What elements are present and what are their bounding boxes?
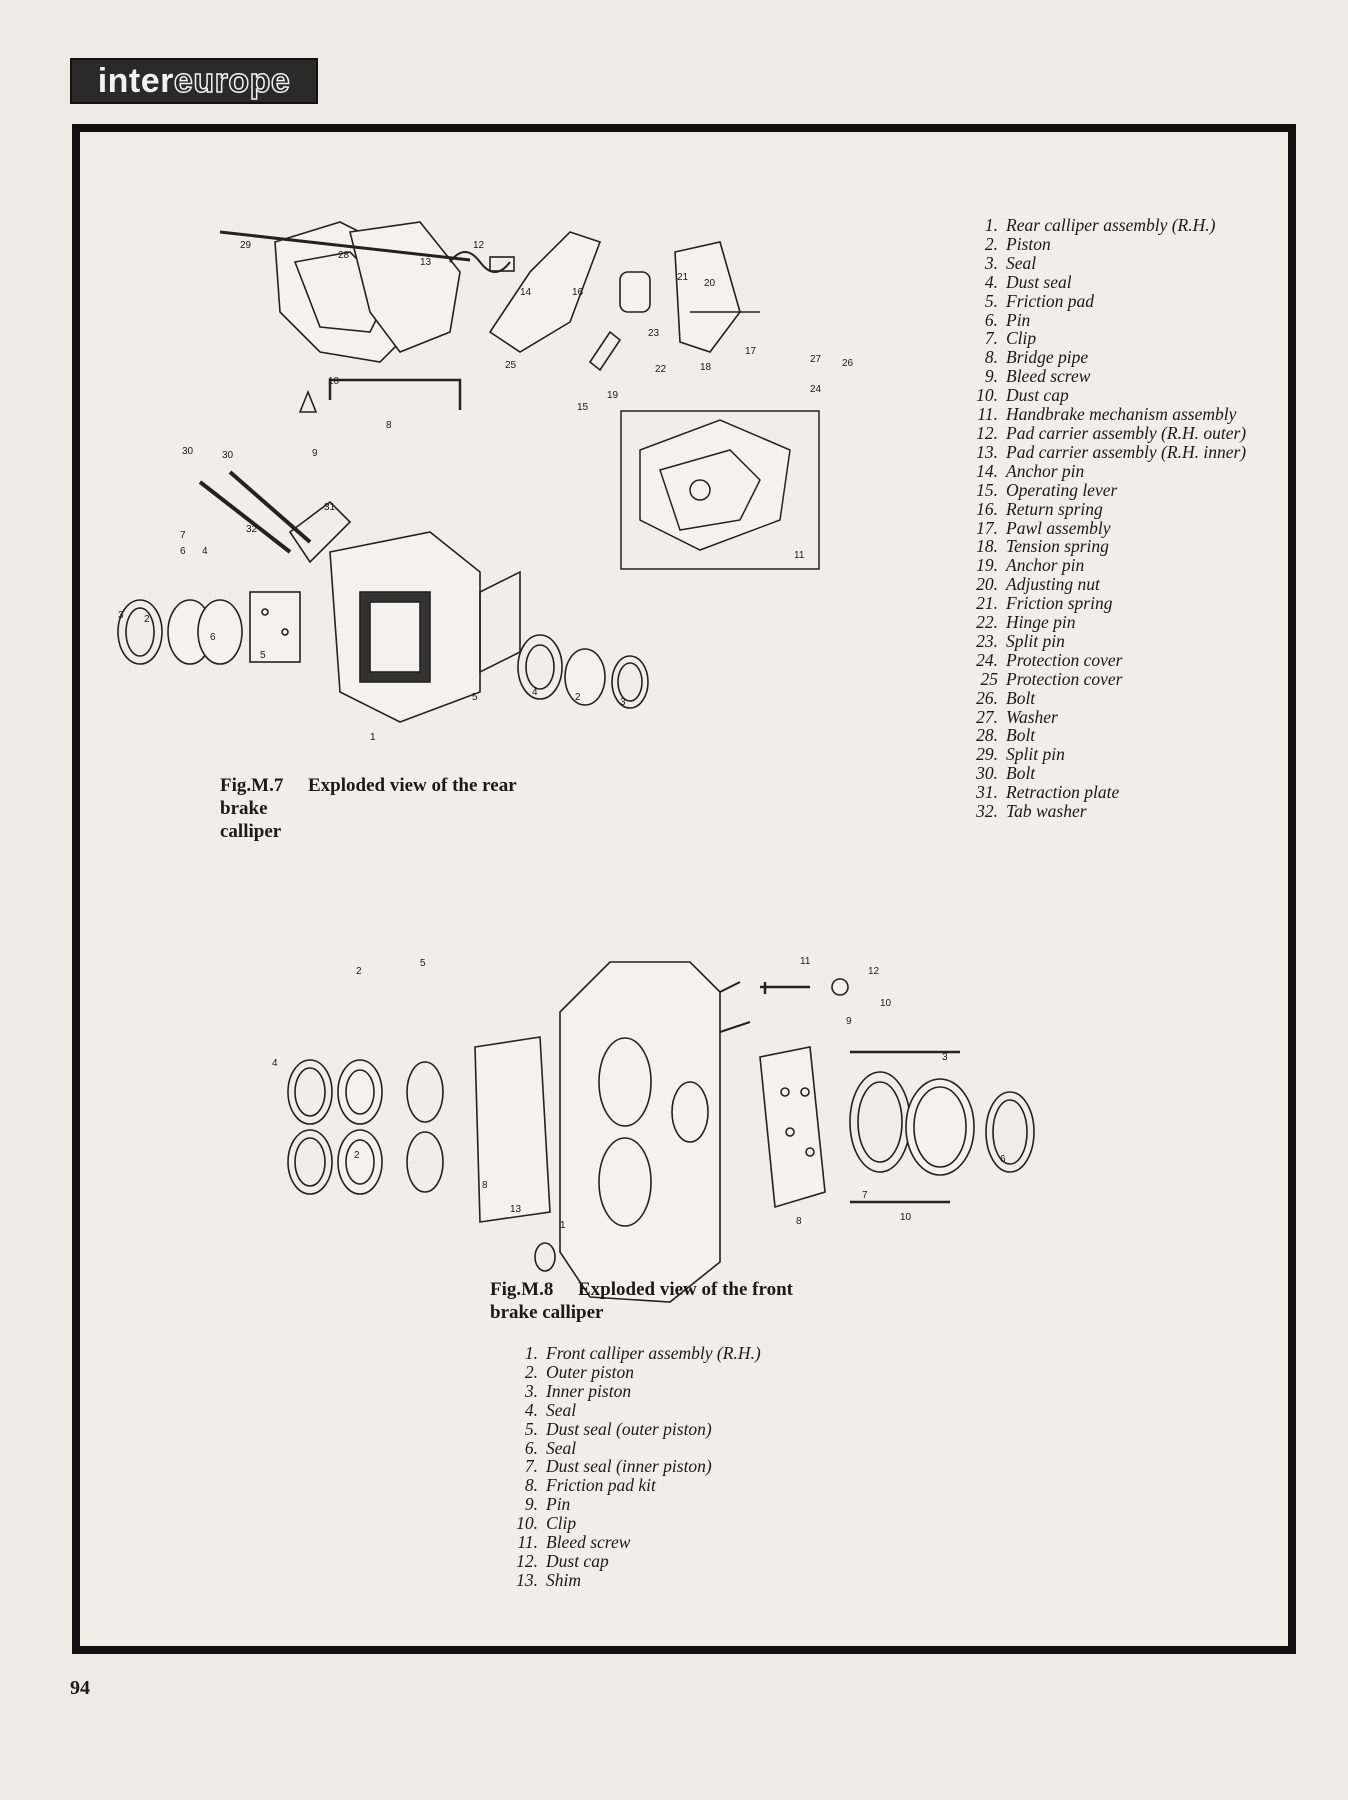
legend-item: 8. Bridge pipe — [984, 347, 1089, 368]
front-friction-pad-left — [475, 1037, 550, 1222]
legend-item: 7. Dust seal (inner piston) — [524, 1456, 712, 1477]
fig-m7-number: Fig.M.7 — [220, 775, 284, 796]
rear-callout: 5 — [260, 650, 266, 661]
front-callout: 7 — [862, 1190, 868, 1201]
front-callout: 10 — [900, 1212, 912, 1223]
rear-callout: 26 — [842, 358, 854, 369]
legend-item: 24. Protection cover — [976, 649, 1123, 670]
rear-callout: 17 — [745, 346, 757, 357]
legend-item: 19. Anchor pin — [976, 555, 1085, 576]
rear-callout: 29 — [240, 240, 252, 251]
front-dust-seal-bottom — [407, 1132, 443, 1192]
rear-protection-cover — [675, 242, 740, 352]
fig-m7-title-line2: calliper — [220, 821, 282, 842]
front-callout: 13 — [510, 1204, 522, 1215]
rear-callout: 19 — [607, 390, 619, 401]
legend-item: 5. Dust seal (outer piston) — [524, 1418, 712, 1439]
rear-callout: 24 — [810, 384, 822, 395]
rear-callout: 5 — [472, 692, 478, 703]
rear-callout: 16 — [572, 287, 584, 298]
front-callout: 4 — [272, 1058, 278, 1069]
front-dust-seal-top — [407, 1062, 443, 1122]
rear-callout: 30 — [182, 446, 194, 457]
front-calliper-drawing — [250, 952, 1150, 1392]
legend-item: 29. Split pin — [976, 744, 1065, 765]
rear-callout: 7 — [180, 530, 186, 541]
rear-callout: 4 — [202, 546, 208, 557]
legend-item: 15. Operating lever — [976, 479, 1118, 500]
rear-callout: 10 — [328, 376, 340, 387]
front-callout: 2 — [356, 966, 362, 977]
legend-item: 31. Retraction plate — [976, 782, 1120, 803]
rear-callout: 25 — [505, 360, 517, 371]
front-callout: 8 — [482, 1180, 488, 1191]
rear-callout: 32 — [246, 524, 258, 535]
rear-callout: 3 — [620, 697, 626, 708]
legend-item: 23. Split pin — [976, 630, 1065, 651]
legend-item: 10. Clip — [516, 1513, 577, 1534]
brand-part-inter: inter — [97, 61, 174, 100]
rear-callout: 3 — [118, 610, 124, 621]
rear-callout: 21 — [677, 272, 689, 283]
rear-callout: 30 — [222, 450, 234, 461]
legend-item: 6. Seal — [524, 1437, 577, 1458]
front-callout: 12 — [868, 966, 880, 977]
legend-item: 4. Dust seal — [984, 271, 1072, 292]
rear-callout: 14 — [520, 287, 532, 298]
fig-m8-title-line2: brake calliper — [490, 1302, 604, 1323]
legend-item: 4. Seal — [524, 1399, 577, 1420]
rear-callout: 23 — [648, 328, 660, 339]
legend-item: 9. Pin — [524, 1494, 571, 1515]
legend-item: 8. Friction pad kit — [524, 1475, 656, 1496]
front-callout: 11 — [800, 956, 811, 967]
legend-item: 26. Bolt — [976, 687, 1036, 708]
front-callout: 6 — [1000, 1154, 1006, 1165]
legend-item: 21. Friction spring — [976, 593, 1113, 614]
rear-callout: 6 — [180, 546, 186, 557]
front-callout: 5 — [420, 958, 426, 969]
rear-callout: 28 — [338, 250, 350, 261]
rear-callout: 20 — [704, 278, 716, 289]
legend-item: 13. Shim — [516, 1569, 581, 1590]
rear-seal-left — [118, 600, 162, 664]
rear-callout: 18 — [700, 362, 712, 373]
rear-callout: 15 — [577, 402, 589, 413]
rear-callout: 31 — [324, 502, 336, 513]
rear-friction-pad-left — [250, 592, 300, 662]
legend-item: 7. Clip — [984, 328, 1037, 349]
rear-callout: 12 — [473, 240, 485, 251]
brand-logo — [70, 58, 318, 104]
front-dust-cap — [832, 979, 848, 995]
fig-m8-number: Fig.M.8 — [490, 1279, 554, 1300]
legend-item: 11. Bleed screw — [517, 1532, 631, 1553]
legend-item: 17. Pawl assembly — [976, 517, 1111, 538]
legend-item: 3. Inner piston — [524, 1380, 632, 1401]
front-callout: 10 — [880, 998, 892, 1009]
legend-item: 11. Handbrake mechanism assembly — [977, 404, 1237, 425]
legend-item: 14. Anchor pin — [976, 460, 1085, 481]
legend-item: 1. Front calliper assembly (R.H.) — [524, 1343, 761, 1363]
rear-callout: 11 — [794, 550, 805, 561]
front-shim — [535, 1243, 555, 1271]
legend-item: 6. Pin — [984, 309, 1031, 330]
rear-callout: 22 — [655, 364, 667, 375]
rear-callout: 2 — [575, 692, 581, 703]
front-friction-pad-right — [760, 1047, 825, 1207]
legend-item: 25 Protection cover — [980, 668, 1123, 689]
legend-item: 32. Tab washer — [976, 801, 1087, 822]
rear-callout: 9 — [312, 448, 318, 459]
rear-callout: 2 — [144, 614, 150, 625]
legend-item: 9. Bleed screw — [984, 366, 1091, 387]
rear-bridge-pipe — [330, 380, 460, 410]
rear-operating-lever — [490, 232, 600, 352]
legend-item: 18. Tension spring — [976, 536, 1109, 557]
rear-piston-right — [565, 649, 605, 705]
front-callout: 3 — [942, 1052, 948, 1063]
legend-item: 12. Dust cap — [516, 1550, 609, 1571]
legend-item: 2. Outer piston — [524, 1361, 634, 1382]
rear-callout: 13 — [420, 257, 432, 268]
front-callout: 9 — [846, 1016, 852, 1027]
front-dust-seal-inner — [850, 1072, 910, 1172]
rear-callout: 8 — [386, 420, 392, 431]
fig-m7-title-line1: Exploded view of the rear brake — [220, 775, 517, 819]
rear-callout: 6 — [210, 632, 216, 643]
legend-item: 27. Washer — [976, 706, 1058, 727]
fig-m8-title-line1: Exploded view of the front — [578, 1279, 793, 1300]
legend-item: 28. Bolt — [976, 725, 1036, 746]
fig-m7-caption — [220, 774, 520, 843]
rear-callout: 27 — [810, 354, 822, 365]
rear-adjusting-nut — [620, 272, 650, 312]
legend-item: 13. Pad carrier assembly (R.H. inner) — [976, 441, 1247, 462]
page-number: 94 — [70, 1677, 90, 1699]
legend-item: 1. Rear calliper assembly (R.H.) — [984, 215, 1216, 235]
fig-m7-legend — [960, 216, 1246, 821]
front-callout: 2 — [354, 1150, 360, 1161]
front-bleed-screw — [760, 982, 810, 994]
legend-item: 12. Pad carrier assembly (R.H. outer) — [976, 422, 1247, 443]
brand-part-europe: europe — [173, 61, 291, 100]
handbrake-inset — [620, 410, 820, 570]
legend-item: 20. Adjusting nut — [976, 574, 1100, 595]
legend-item: 3. Seal — [984, 252, 1037, 273]
fig-m8-caption — [490, 1278, 830, 1324]
fig-m8-legend — [500, 1344, 761, 1590]
legend-item: 22. Hinge pin — [976, 612, 1076, 633]
rear-callout: 4 — [532, 687, 538, 698]
front-callout: 8 — [796, 1216, 802, 1227]
legend-item: 10. Dust cap — [976, 385, 1069, 406]
front-calliper-body — [560, 962, 720, 1302]
legend-item: 2. Piston — [984, 233, 1051, 254]
front-callout: 1 — [560, 1220, 566, 1231]
rear-callout: 1 — [370, 732, 376, 743]
figure-frame — [72, 124, 1296, 1654]
front-inner-piston — [906, 1079, 974, 1175]
legend-item: 30. Bolt — [976, 763, 1036, 784]
legend-item: 16. Return spring — [976, 498, 1103, 519]
legend-item: 5. Friction pad — [984, 290, 1094, 311]
